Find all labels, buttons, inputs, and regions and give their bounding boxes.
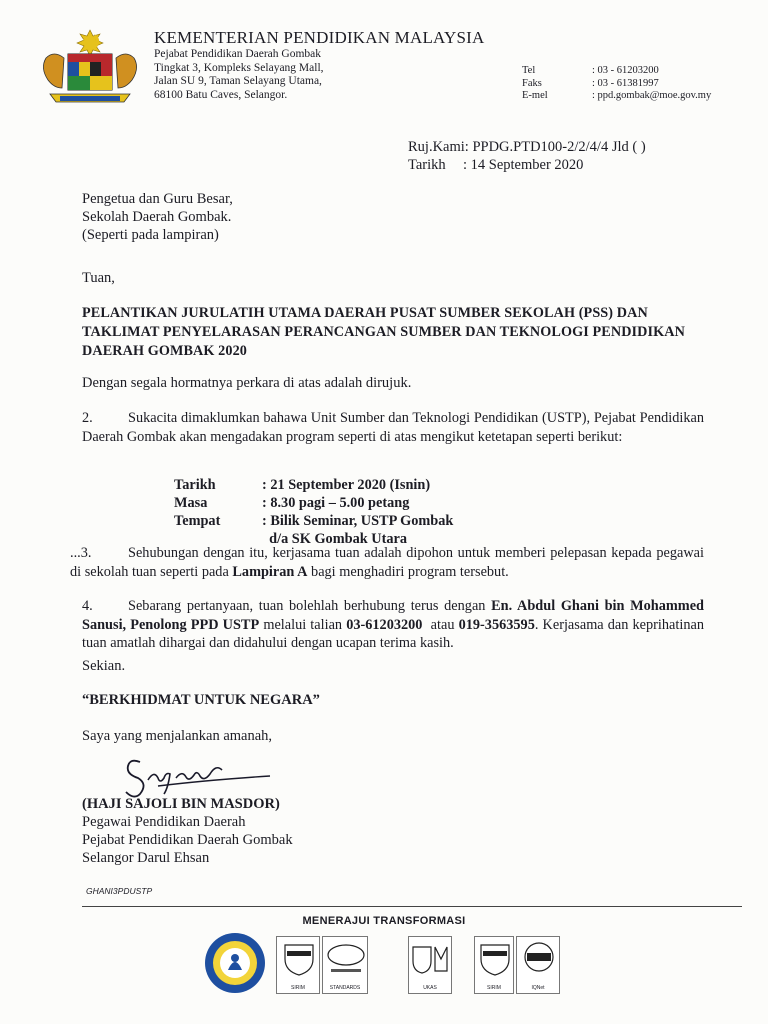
contact-label: Faks (522, 77, 542, 89)
detail-value: : 8.30 pagi – 5.00 petang (262, 495, 410, 511)
certification-badge (516, 936, 560, 994)
certification-label: STANDARDS (329, 985, 361, 991)
detail-value: d/a SK Gombak Utara (262, 531, 407, 547)
contact-email (522, 90, 711, 103)
certification-label: IQNet (531, 985, 545, 991)
coat-of-arms-emblem (36, 28, 144, 108)
paragraph-2 (82, 409, 704, 446)
detail-label: Tarikh (174, 477, 216, 493)
closing: Sekian. (82, 658, 126, 674)
standards-icon (323, 939, 369, 979)
ukas-icon (409, 939, 453, 979)
recipient-line: (Seperti pada lampiran) (82, 227, 219, 243)
signer-name: (HAJI SAJOLI BIN MASDOR) (82, 796, 280, 812)
detail-label: Masa (174, 495, 208, 511)
paragraph-3 (70, 544, 704, 581)
paragraph-number: 2. (82, 410, 93, 426)
paragraph-number: 4. (82, 598, 93, 614)
paragraph-1: Dengan segala hormatnya perkara di atas adalah dirujuk. (82, 375, 412, 391)
certification-badge (474, 936, 514, 994)
salutation: Tuan, (82, 270, 115, 286)
signer-block (82, 795, 293, 867)
contact-value: : ppd.gombak@moe.gov.my (592, 90, 712, 101)
address-line: 68100 Batu Caves, Selangor. (154, 88, 288, 101)
certification-badge (276, 936, 320, 994)
detail-venue (174, 512, 453, 530)
certification-label: SIRIM (487, 985, 501, 991)
address-line: Pejabat Pendidikan Daerah Gombak (154, 48, 322, 60)
paragraph-text: Sehubungan dengan itu, kerjasama tuan adalah dipohon untuk memberi pelepasan kepada pegawai di sekolah tuan seperti pada (70, 545, 704, 580)
letter-date (408, 156, 646, 174)
date-label: Tarikh (408, 157, 446, 173)
paragraph-text: Sebarang pertanyaan, tuan bolehlah berhubung terus dengan (128, 598, 492, 614)
detail-time (174, 494, 453, 512)
iqnet-icon (517, 939, 561, 979)
certification-badge (322, 936, 368, 994)
reference-number (408, 138, 646, 156)
detail-date (174, 476, 453, 494)
detail-value: : 21 September 2020 (Isnin) (262, 477, 431, 493)
recipient-line: Pengetua dan Guru Besar, (82, 191, 233, 207)
paragraph-number: ...3. (70, 545, 92, 561)
contact-value: : 03 - 61203200 (592, 65, 659, 76)
paragraph-text: Sukacita dimaklumkan bahawa Unit Sumber dan Teknologi Pendidikan (USTP), Pejabat Pendidikan Daerah Gombak akan mengadakan program seperti di atas mengikut ketetapan seperti berikut: (82, 410, 704, 445)
reference-block (408, 138, 646, 174)
document-code: GHANI3PDUSTP (86, 886, 153, 896)
signer-line: Pegawai Pendidikan Daerah (82, 814, 246, 830)
contact-fax (522, 78, 711, 91)
address-line: Jalan SU 9, Taman Selayang Utama, (154, 75, 322, 87)
signer-line: Selangor Darul Ehsan (82, 850, 210, 866)
paragraph-text: melalui talian (259, 616, 347, 633)
attachment-reference: Lampiran A (232, 563, 308, 580)
paragraph-text: bagi menghadiri program tersebut. (307, 563, 509, 580)
excellence-seal-icon (204, 932, 266, 994)
contact-label: Tel (522, 65, 536, 76)
letter-subject: PELANTIKAN JURULATIH UTAMA DAERAH PUSAT SUMBER SEKOLAH (PSS) DAN TAKLIMAT PENYELARASAN PERANCANGAN SUMBER DAN TEKNOLOGI PENDIDIKAN DAERAH GOMBAK 2020 (82, 305, 685, 359)
address-line: Tingkat 3, Kompleks Selayang Mall, (154, 61, 324, 74)
contact-tel (522, 65, 711, 78)
certification-label: UKAS (423, 985, 437, 991)
sign-off: Saya yang menjalankan amanah, (82, 728, 273, 744)
contact-value: : 03 - 61381997 (592, 77, 659, 89)
quality-system-icon (277, 939, 321, 979)
motto: “BERKHIDMAT UNTUK NEGARA” (82, 692, 320, 708)
contact-phone: 03-61203200 (346, 616, 423, 633)
reference-label: Ruj.Kami: (408, 139, 469, 155)
detail-value: : Bilik Seminar, USTP Gombak (262, 513, 454, 529)
contact-person: En. Abdul Ghani bin Mohammed Sanusi, Penolong PPD USTP (82, 598, 704, 633)
handwritten-signature (118, 752, 278, 800)
contact-block (522, 65, 711, 103)
event-details (174, 476, 453, 548)
office-address (154, 48, 324, 102)
recipient-block (82, 190, 233, 244)
contact-mobile: 019-3563595 (458, 616, 535, 633)
reference-value: PPDG.PTD100-2/2/4/4 Jld ( ) (472, 139, 646, 155)
date-value: : 14 September 2020 (463, 157, 584, 173)
paragraph-text: atau (422, 616, 459, 633)
paragraph-4 (82, 597, 704, 653)
footer-divider (82, 906, 742, 907)
ministry-name: KEMENTERIAN PENDIDIKAN MALAYSIA (154, 28, 485, 47)
footer-slogan: MENERAJUI TRANSFORMASI (302, 915, 466, 927)
paragraph-text: . Kerjasama dan keprihatinan tuan amatlah dihargai dan didahului dengan ucapan terima kasih. (82, 616, 704, 651)
certification-label: SIRIM (291, 985, 305, 991)
contact-label: E-mel (522, 90, 548, 101)
certification-badge (408, 936, 452, 994)
detail-label: Tempat (174, 513, 221, 529)
quality-system-icon (475, 939, 515, 979)
signer-line: Pejabat Pendidikan Daerah Gombak (82, 832, 293, 848)
recipient-line: Sekolah Daerah Gombak. (82, 209, 232, 225)
